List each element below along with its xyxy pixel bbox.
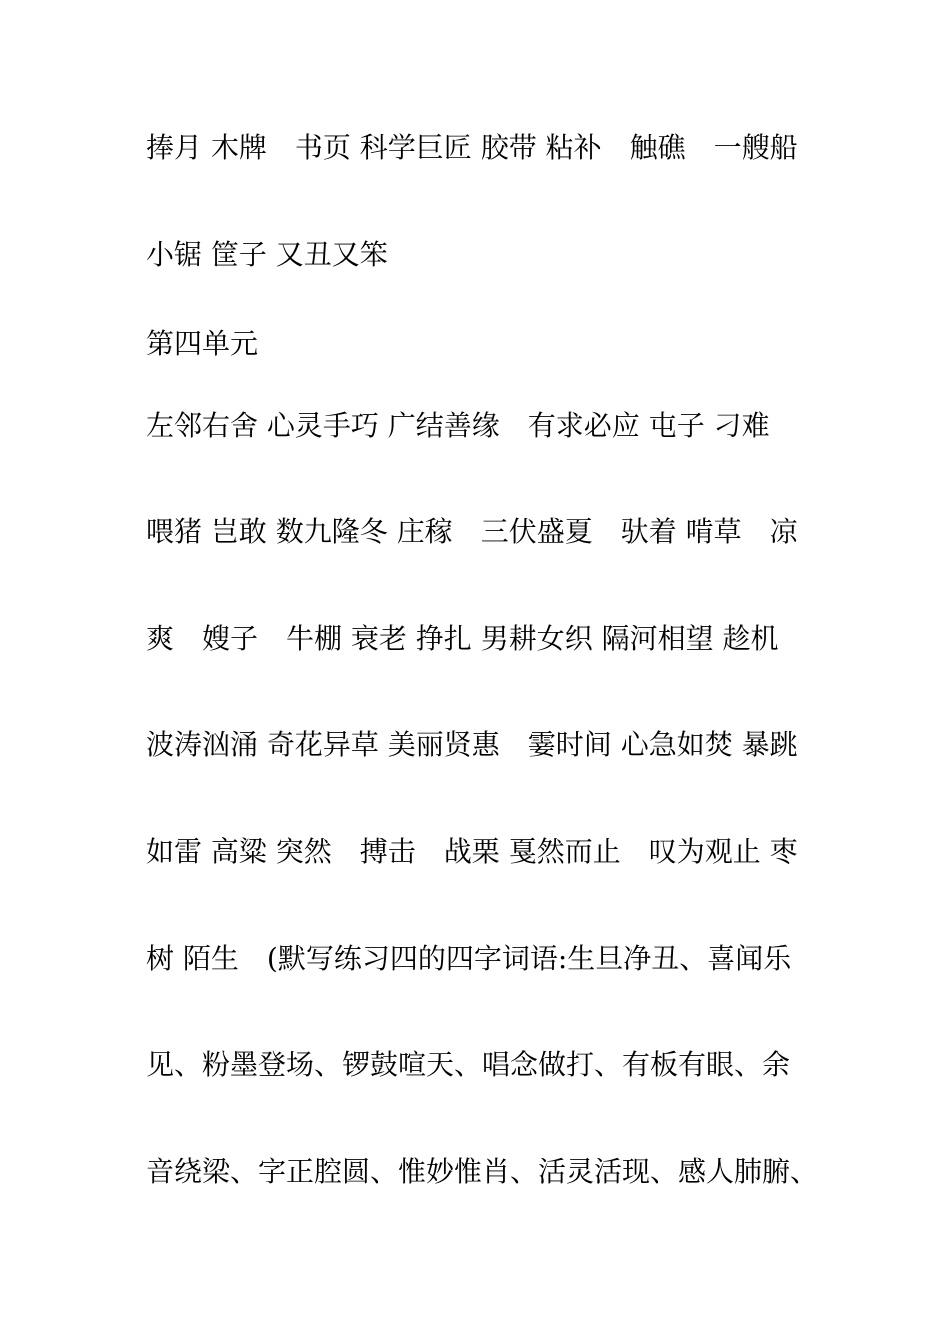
- text-line-8: 树 陌生 (默写练习四的四字词语:生旦净丑、喜闻乐: [146, 942, 792, 975]
- section-heading: 第四单元: [146, 327, 259, 360]
- text-line-5: 爽 嫂子 牛棚 衰老 挣扎 男耕女织 隔河相望 趁机: [146, 622, 779, 655]
- text-line-6: 波涛汹涌 奇花异草 美丽贤惠 霎时间 心急如焚 暴跳: [146, 728, 798, 761]
- text-line-10: 音绕梁、字正腔圆、惟妙惟肖、活灵活现、感人肺腑、: [146, 1155, 819, 1188]
- text-line-4: 喂猪 岂敢 数九隆冬 庄稼 三伏盛夏 驮着 啃草 凉: [146, 515, 798, 548]
- text-line-7: 如雷 高粱 突然 搏击 战栗 戛然而止 叹为观止 枣: [146, 835, 798, 868]
- text-line-2: 小锯 筐子 又丑又笨: [146, 238, 388, 271]
- text-line-9: 见、粉墨登场、锣鼓喧天、唱念做打、有板有眼、余: [146, 1048, 791, 1081]
- text-line-3: 左邻右舍 心灵手巧 广结善缘 有求必应 屯子 刁难: [146, 409, 770, 442]
- text-line-1: 捧月 木牌 书页 科学巨匠 胶带 粘补 触礁 一艘船: [146, 131, 798, 164]
